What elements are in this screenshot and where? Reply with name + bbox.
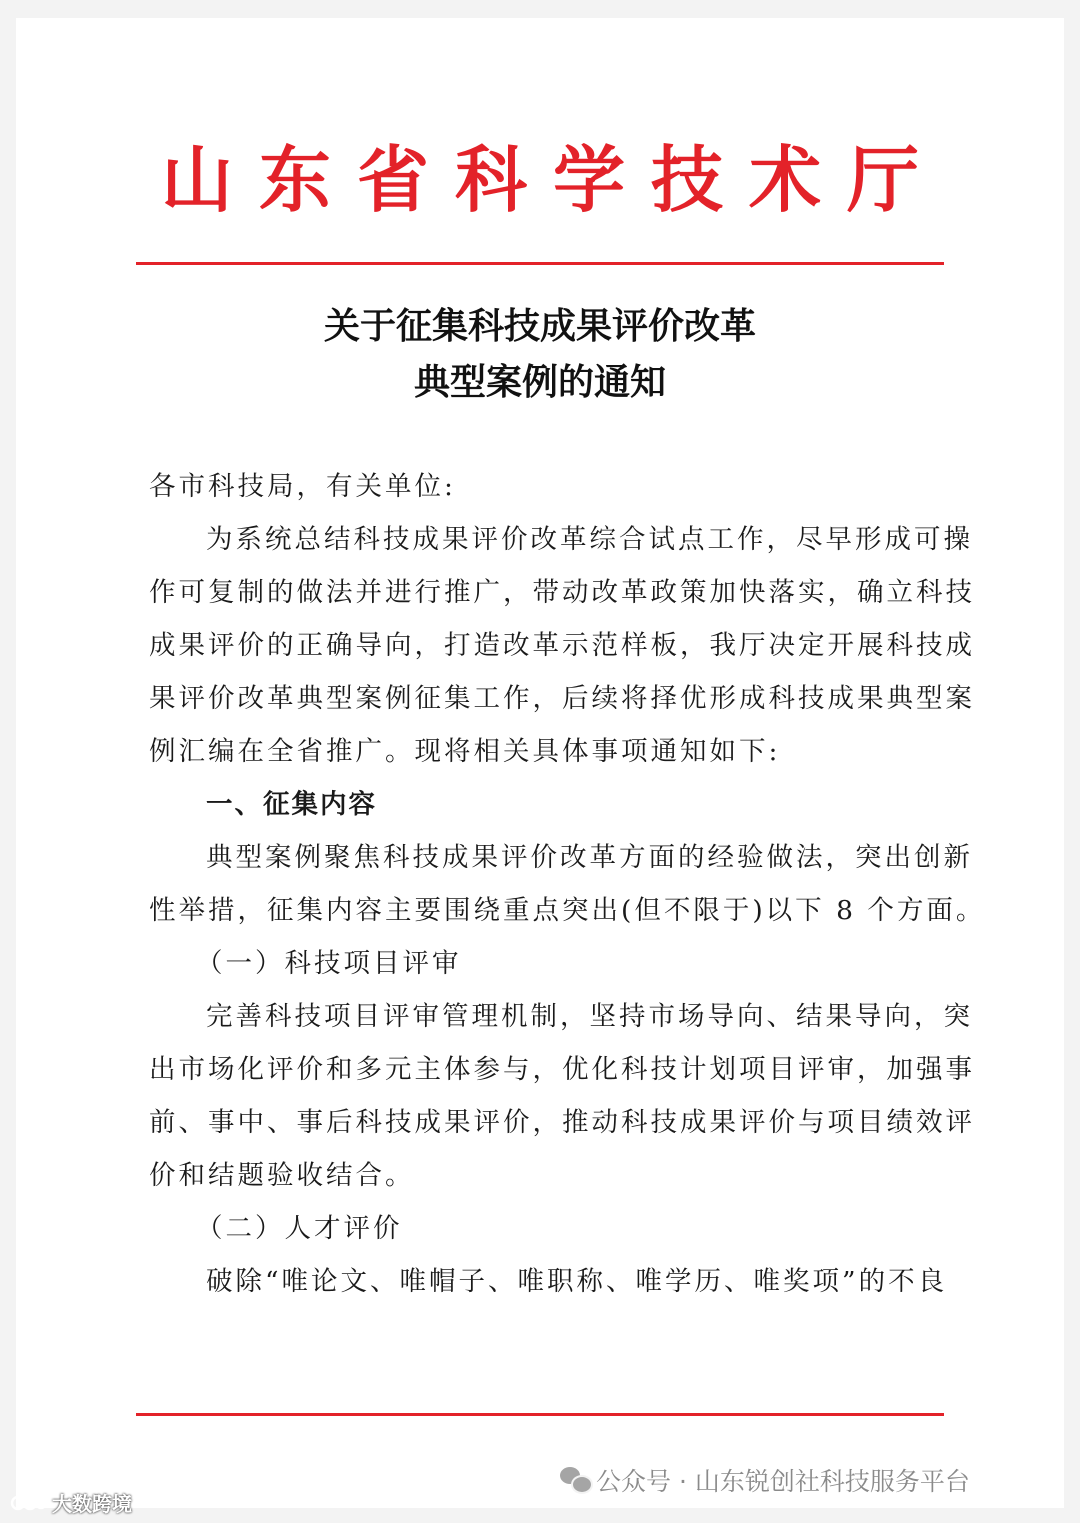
paragraph-1-line-2: 作可复制的做法并进行推广，带动改革政策加快落实，确立科技 [149,577,975,608]
salutation: 各市科技局，有关单位: [149,471,456,502]
footer-red-rule [136,1413,944,1416]
brand-watermark-text: 大数跨境 [52,1492,132,1516]
document-title-line-2: 典型案例的通知 [413,361,666,403]
paragraph-2-line-1: 典型案例聚焦科技成果评价改革方面的经验做法，突出创新 [206,842,973,873]
wechat-watermark [560,1462,970,1498]
agency-letterhead: 山东省科学技术厅 [160,138,945,222]
paragraph-3-line-2: 出市场化评价和多元主体参与，优化科技计划项目评审，加强事 [149,1054,975,1085]
paragraph-1-line-4: 果评价改革典型案例征集工作，后续将择优形成科技成果典型案 [149,683,975,714]
brand-logo-icon [10,1493,48,1513]
paragraph-3-line-4: 价和结题验收结合。 [149,1160,415,1191]
brand-watermark [10,1488,132,1517]
paragraph-2-line-2: 性举措，征集内容主要围绕重点突出(但不限于)以下 8 个方面。 [149,895,986,926]
document-title-line-1: 关于征集科技成果评价改革 [323,305,756,347]
paragraph-4-line-1: 破除“唯论文、唯帽子、唯职称、唯学历、唯奖项”的不良 [206,1266,948,1297]
subsection-heading-2: （二）人才评价 [196,1213,403,1244]
letterhead-red-rule [136,262,944,265]
wechat-watermark-text: 公众号 · 山东锐创社科技服务平台 [596,1467,970,1496]
paragraph-3-line-1: 完善科技项目评审管理机制，坚持市场导向、结果导向，突 [206,1001,973,1032]
wechat-icon [560,1467,590,1493]
section-heading-1: 一、征集内容 [206,789,377,820]
paragraph-1-line-3: 成果评价的正确导向，打造改革示范样板，我厅决定开展科技成 [149,630,975,661]
paragraph-3-line-3: 前、事中、事后科技成果评价，推动科技成果评价与项目绩效评 [149,1107,975,1138]
subsection-heading-1: （一）科技项目评审 [196,948,462,979]
paragraph-1-line-1: 为系统总结科技成果评价改革综合试点工作，尽早形成可操 [206,524,973,555]
paragraph-1-line-5: 例汇编在全省推广。现将相关具体事项通知如下: [149,736,781,767]
